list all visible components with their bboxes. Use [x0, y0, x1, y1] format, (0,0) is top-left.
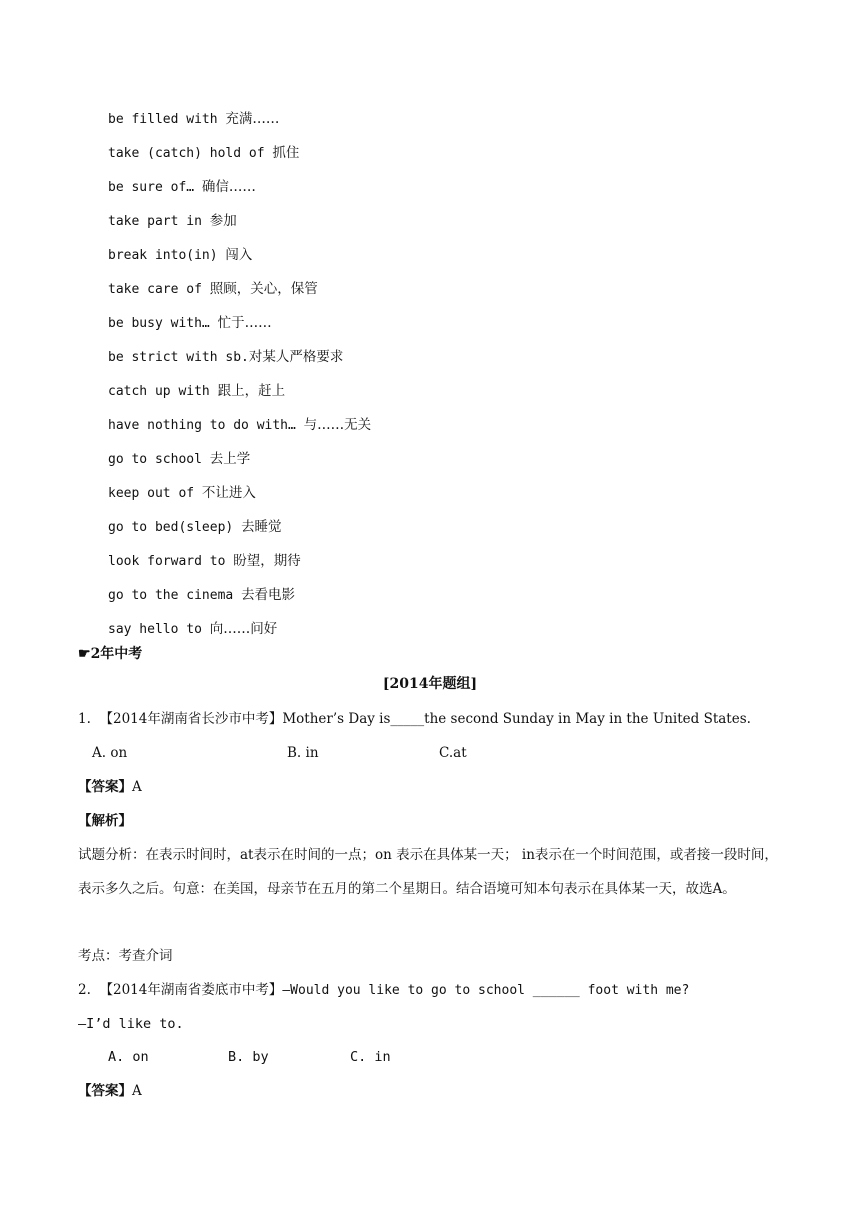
question-1-options: [92, 742, 804, 764]
question-1-stem: [78, 708, 790, 730]
phrase-chinese: 盼望，期待: [233, 553, 301, 569]
phrase-item: [108, 108, 371, 142]
phrase-item: [108, 244, 371, 278]
phrase-item: [108, 618, 371, 652]
question-number: 1.: [78, 711, 91, 727]
question-2-answer: [78, 1080, 790, 1102]
phrase-item: [108, 414, 371, 448]
phrase-chinese: 参加: [209, 213, 237, 229]
answer-label: 【答案】: [78, 1083, 132, 1099]
phrase-chinese: 不让进入: [201, 485, 256, 501]
option-c: C.at: [439, 745, 467, 761]
phrase-english: look forward to: [108, 554, 234, 569]
phrase-chinese: 跟上，赶上: [217, 383, 286, 399]
group-title: [2014年题组]: [382, 676, 478, 692]
phrase-chinese: 去看电影: [241, 587, 296, 603]
answer-value: A: [132, 1083, 142, 1099]
analysis-label: 【解析】: [78, 813, 132, 829]
phrase-item: [108, 448, 371, 482]
option-c: C. in: [350, 1049, 391, 1065]
phrase-chinese: 确信……: [201, 179, 256, 195]
phrase-english: catch up with: [108, 384, 218, 399]
option-a: A. on: [108, 1049, 149, 1065]
phrase-english: go to bed(sleep): [108, 520, 242, 535]
phrase-english: take part in: [108, 214, 210, 229]
question-text: Mother’s Day is_____the second Sunday in May in the United States.: [282, 711, 751, 727]
option-b: B. by: [228, 1049, 269, 1065]
phrase-chinese: 与……无关: [303, 417, 372, 433]
answer-label: 【答案】: [78, 779, 132, 795]
phrase-item: [108, 482, 371, 516]
question-text: —Would you like to go to school ______ foot with me?: [282, 983, 690, 998]
question-source: 【2014年湖南省娄底市中考】: [99, 982, 283, 998]
phrase-chinese: 去上学: [209, 451, 251, 467]
phrase-english: go to the cinema: [108, 588, 242, 603]
phrase-chinese: 对某人严格要求: [248, 349, 344, 365]
question-number: 2.: [78, 982, 91, 998]
option-a: A. on: [92, 745, 128, 761]
phrase-english: take care of: [108, 282, 210, 297]
question-2-options: [108, 1046, 820, 1068]
topic-line: 考点：考查介词: [78, 948, 173, 964]
section-heading: [78, 644, 142, 664]
phrase-english: keep out of: [108, 486, 202, 501]
phrase-chinese: 忙于……: [217, 315, 272, 331]
option-b: B. in: [287, 745, 319, 761]
phrase-english: be sure of…: [108, 180, 202, 195]
phrase-item: [108, 142, 371, 176]
phrase-item: [108, 516, 371, 550]
section-heading-text: 2年中考: [90, 646, 143, 662]
phrase-english: take (catch) hold of: [108, 146, 273, 161]
phrase-item: [108, 278, 371, 312]
phrase-english: say hello to: [108, 622, 210, 637]
phrase-english: be strict with sb.: [108, 350, 249, 365]
question-source: 【2014年湖南省长沙市中考】: [99, 711, 283, 727]
phrase-item: [108, 312, 371, 346]
question-2-stem: [78, 979, 790, 1002]
phrase-english: go to school: [108, 452, 210, 467]
phrase-chinese: 闯入: [225, 247, 253, 263]
phrase-list: [108, 108, 371, 652]
phrase-english: break into(in): [108, 248, 226, 263]
phrase-item: [108, 550, 371, 584]
phrase-item: [108, 176, 371, 210]
phrase-english: have nothing to do with…: [108, 418, 304, 433]
phrase-english: be busy with…: [108, 316, 218, 331]
question-2-reply: —I’d like to.: [78, 1016, 184, 1032]
phrase-chinese: 照顾，关心，保管: [209, 281, 318, 297]
phrase-item: [108, 210, 371, 244]
phrase-item: [108, 346, 371, 380]
answer-value: A: [132, 779, 142, 795]
phrase-chinese: 去睡觉: [241, 519, 282, 535]
phrase-chinese: 充满……: [225, 111, 280, 127]
question-1-answer: [78, 776, 790, 798]
phrase-english: be filled with: [108, 112, 226, 127]
pointing-hand-icon: ☛: [78, 646, 91, 662]
phrase-item: [108, 380, 371, 414]
analysis-text: 试题分析：在表示时间时，at表示在时间的一点；on 表示在具体某一天； in表示在一个时间范围，或者接一段时间，表示多久之后。句意：在美国，母亲节在五月的第二个星期日。结合语境可知本句表示在具体某一天，故选A。: [78, 847, 778, 897]
phrase-item: [108, 584, 371, 618]
phrase-chinese: 抓住: [272, 145, 300, 161]
phrase-chinese: 向……问好: [209, 621, 278, 637]
